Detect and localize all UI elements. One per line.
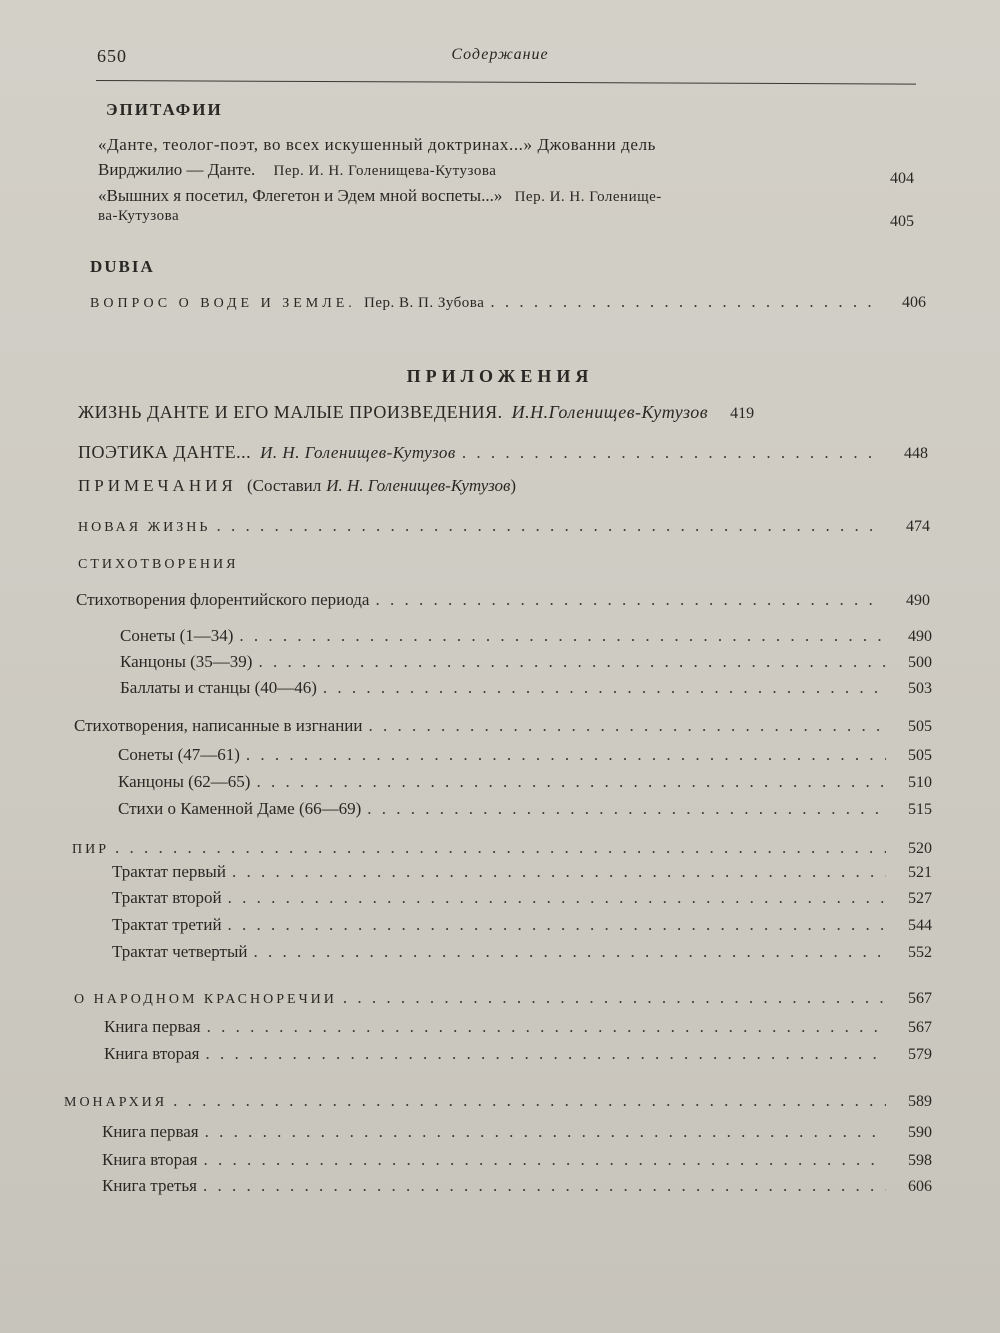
toc-page-number: 490 [906, 592, 930, 609]
toc-entry-poetics[interactable] [78, 442, 928, 463]
notes-heading [78, 476, 516, 496]
toc-entry-monarchy[interactable] [64, 1091, 932, 1111]
dot-leader [490, 292, 880, 312]
toc-entry-dubia[interactable] [90, 292, 926, 312]
dot-leader [323, 678, 886, 698]
toc-entry-treatise-3[interactable] [112, 915, 932, 935]
poetics-title: ПОЭТИКА ДАНТЕ... [78, 442, 252, 462]
toc-entry-label: Стихотворения флорентийского периода [76, 590, 370, 609]
toc-page-number: 567 [908, 990, 932, 1007]
toc-page-number: 505 [908, 747, 932, 764]
toc-entry-eloquence[interactable] [74, 988, 932, 1008]
epitaph-2-line-1-text: «Вышних я посетил, Флегетон и Эдем мной воспеты...» [98, 186, 503, 205]
header-rule [96, 80, 916, 85]
toc-entry-label: Книга первая [104, 1017, 201, 1036]
toc-entry-label: Трактат второй [112, 888, 222, 907]
toc-page-number: 448 [904, 445, 928, 462]
dubia-item-translator: Пер. В. П. Зубова [364, 295, 485, 311]
toc-page-number: 520 [908, 840, 932, 857]
toc-entry-label [78, 402, 708, 423]
toc-entry-label: Стихотворения, написанные в изгнании [74, 716, 363, 735]
dot-leader [367, 799, 886, 819]
toc-entry-ballads[interactable] [120, 678, 932, 698]
toc-entry-label: Сонеты (1—34) [120, 626, 234, 645]
toc-page-number: 515 [908, 801, 932, 818]
toc-entry-sonnets-2[interactable] [118, 745, 932, 765]
toc-page-number: 589 [908, 1093, 932, 1110]
toc-entry-label: Канцоны (35—39) [120, 652, 253, 671]
poetics-author: И. Н. Голенищев-Кутузов [260, 443, 456, 462]
toc-entry-label: Книга третья [102, 1176, 197, 1195]
toc-entry-eloquence-book-1[interactable] [104, 1017, 932, 1037]
epitaph-1-page: 404 [890, 170, 914, 187]
toc-entry-exile[interactable] [74, 716, 932, 736]
toc-entry-label: НОВАЯ ЖИЗНЬ [78, 520, 211, 535]
life-title: ЖИЗНЬ ДАНТЕ И ЕГО МАЛЫЕ ПРОИЗВЕДЕНИЯ. [78, 402, 503, 422]
dot-leader [115, 838, 886, 858]
dot-leader [228, 915, 886, 935]
notes-title: ПРИМЕЧАНИЯ [78, 476, 237, 495]
toc-entry-label: Трактат третий [112, 915, 222, 934]
toc-page-number: 606 [908, 1178, 932, 1195]
dot-leader [239, 626, 886, 646]
life-author: И.Н.Голенищев-Кутузов [511, 402, 709, 422]
dot-leader [256, 772, 886, 792]
dot-leader [253, 942, 886, 962]
dot-leader [207, 1017, 886, 1037]
toc-entry-label: Книга первая [102, 1122, 199, 1141]
toc-entry-label: Стихи о Каменной Даме (66—69) [118, 799, 362, 818]
epitaphs-heading: ЭПИТАФИИ [106, 100, 223, 119]
toc-entry-label: ПИР [72, 842, 110, 857]
dot-leader [203, 1176, 886, 1196]
toc-page-number: 567 [908, 1019, 932, 1036]
dot-leader [232, 862, 886, 882]
dot-leader [173, 1091, 886, 1111]
toc-entry-label: Трактат четвертый [112, 942, 248, 961]
epitaph-2-line-1 [98, 186, 662, 206]
dot-leader [205, 1044, 886, 1064]
dubia-heading: DUBIA [90, 257, 155, 276]
toc-page-number: 505 [908, 718, 932, 735]
toc-page-number: 490 [908, 628, 932, 645]
running-header-title: Содержание [451, 46, 549, 63]
toc-entry-eloquence-book-2[interactable] [104, 1044, 932, 1064]
toc-page-number: 500 [908, 654, 932, 671]
toc-entry-label: Сонеты (47—61) [118, 745, 240, 764]
toc-entry-life-of-dante[interactable] [78, 402, 928, 423]
toc-entry-label: Канцоны (62—65) [118, 772, 251, 791]
toc-entry-florence[interactable] [76, 590, 930, 610]
dot-leader [369, 716, 887, 736]
dot-leader [375, 590, 884, 610]
toc-page-number: 510 [908, 774, 932, 791]
toc-entry-label [90, 292, 484, 312]
toc-page-number: 503 [908, 680, 932, 697]
toc-page-number: 552 [908, 944, 932, 961]
toc-page-number: 521 [908, 864, 932, 881]
toc-page-number: 544 [908, 917, 932, 934]
dot-leader [462, 443, 882, 463]
toc-entry-monarchy-book-2[interactable] [102, 1150, 932, 1170]
toc-entry-new-life[interactable] [78, 516, 930, 536]
dot-leader [246, 745, 886, 765]
dot-leader [258, 652, 886, 672]
toc-page-number: 579 [908, 1046, 932, 1063]
dot-leader [205, 1122, 886, 1142]
toc-page-number: 419 [730, 405, 755, 422]
toc-page-number: 527 [908, 890, 932, 907]
appendix-heading: ПРИЛОЖЕНИЯ [406, 366, 594, 386]
dot-leader [216, 516, 884, 536]
epitaph-1-translator: Пер. И. Н. Голенищева-Кутузова [273, 163, 497, 179]
toc-page-number: 590 [908, 1124, 932, 1141]
dot-leader [203, 1150, 886, 1170]
toc-entry-monarchy-book-1[interactable] [102, 1122, 932, 1142]
page-number: 650 [97, 46, 127, 66]
toc-page-number: 474 [906, 518, 930, 535]
notes-close: ) [510, 476, 517, 495]
dubia-item-title: ВОПРОС О ВОДЕ И ЗЕМЛЕ. [90, 296, 356, 311]
epitaph-2-translator: Пер. И. Н. Голенище- [514, 189, 662, 205]
dot-leader [343, 988, 886, 1008]
epitaph-2-page: 405 [890, 213, 914, 230]
notes-author: И. Н. Голенищев-Кутузов [326, 476, 511, 495]
epitaph-1-line-1: «Данте, теолог-поэт, во всех искушенный доктринах...» Джованни дель [98, 135, 657, 154]
toc-entry-treatise-1[interactable] [112, 862, 932, 882]
toc-entry-monarchy-book-3[interactable] [102, 1176, 932, 1196]
toc-entry-label: Трактат первый [112, 862, 226, 881]
epitaph-2-line-2: ва-Кутузова [98, 208, 180, 224]
toc-entry-treatise-4[interactable] [112, 942, 932, 962]
toc-entry-stone-lady[interactable] [118, 799, 932, 819]
toc-entry-label [78, 442, 456, 463]
toc-entry-canzones-1[interactable] [120, 652, 932, 672]
toc-page-number: 406 [902, 294, 926, 311]
toc-entry-label: Баллаты и станцы (40—46) [120, 678, 317, 697]
toc-entry-label: Книга вторая [102, 1150, 198, 1169]
dot-leader [228, 888, 886, 908]
epitaph-1-line-2 [98, 160, 496, 180]
epitaph-1-line-2-text: Вирджилио — Данте. [98, 160, 256, 179]
toc-entry-treatise-2[interactable] [112, 888, 932, 908]
toc-entry-label: МОНАРХИЯ [64, 1095, 168, 1110]
poems-heading: СТИХОТВОРЕНИЯ [78, 557, 239, 572]
toc-entry-canzones-2[interactable] [118, 772, 932, 792]
toc-entry-label: Книга вторая [104, 1044, 200, 1063]
toc-entry-label: О НАРОДНОМ КРАСНОРЕЧИИ [74, 992, 337, 1007]
notes-open: (Составил [246, 476, 322, 495]
toc-entry-sonnets-1[interactable] [120, 626, 932, 646]
toc-page-number: 598 [908, 1152, 932, 1169]
toc-entry-feast[interactable] [72, 838, 932, 858]
